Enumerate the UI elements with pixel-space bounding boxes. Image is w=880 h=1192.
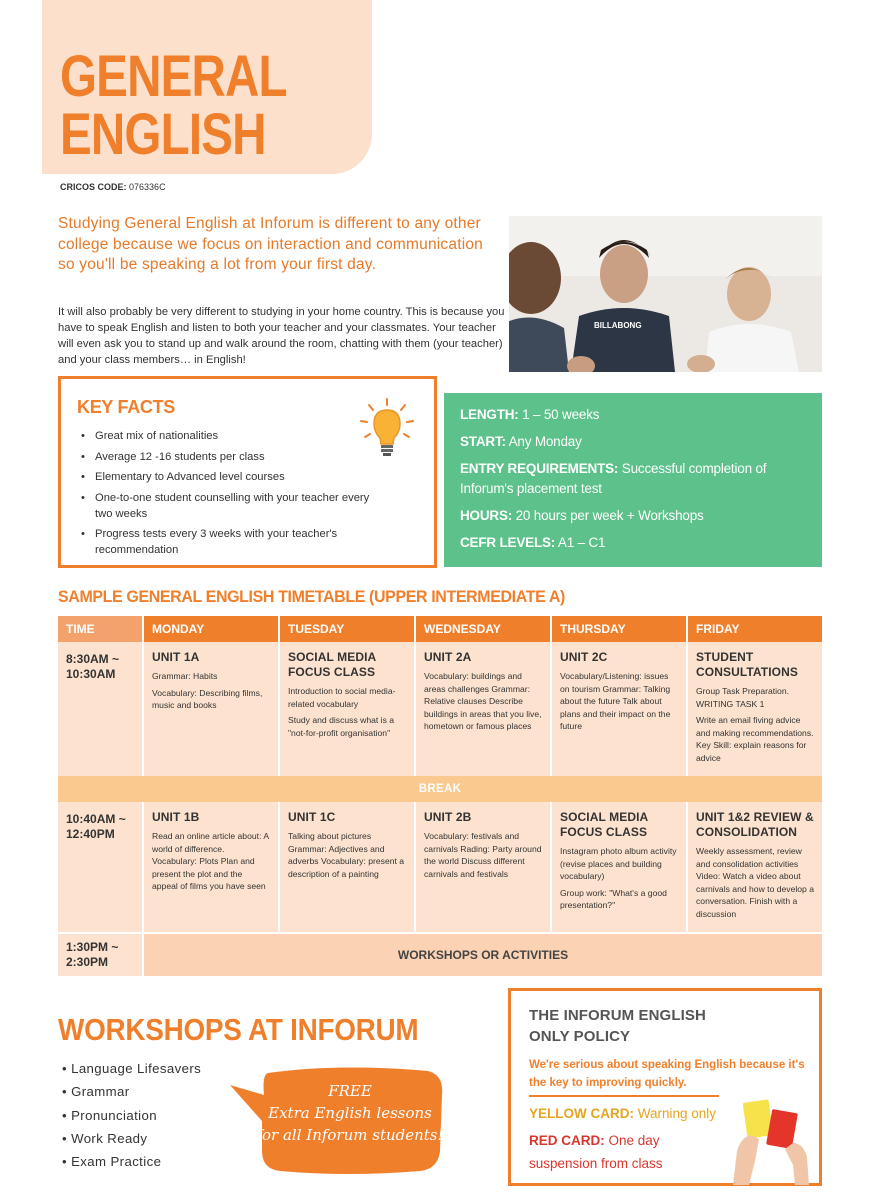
course-cefr-levels: CEFR LEVELS: A1 – C1 <box>460 535 606 550</box>
timetable-title: SAMPLE GENERAL ENGLISH TIMETABLE (UPPER INTERMEDIATE A) <box>58 587 565 606</box>
key-facts-title: KEY FACTS <box>77 397 175 417</box>
table-cell: UNIT 1B Read an online article about: A world of difference. Vocabulary: Plots Plan and present the plot and the appeal of films you have seen <box>142 802 278 932</box>
cricos-code: CRICOS CODE: 076336C <box>60 182 166 192</box>
break-row: BREAK <box>58 776 822 802</box>
list-item: • Work Ready <box>62 1127 201 1150</box>
course-entry-requirements: ENTRY REQUIREMENTS: Successful completion of Inforum's placement test <box>460 461 767 496</box>
course-length: LENGTH: 1 – 50 weeks <box>460 407 600 422</box>
table-cell: SOCIAL MEDIA FOCUS CLASS Instagram photo album activity (revise places and building vocabulary) Group work: "What's a good presentation?" <box>550 802 686 932</box>
policy-title: THE INFORUM ENGLISH ONLY POLICY <box>529 1007 706 1045</box>
course-start: START: Any Monday <box>460 434 582 449</box>
policy-subtitle: We're serious about speaking English because it's the key to improving quickly. <box>529 1059 805 1089</box>
table-row <box>58 932 822 976</box>
timetable-header-row <box>58 616 822 642</box>
list-item: • Pronunciation <box>62 1104 201 1127</box>
header-thursday: THURSDAY <box>550 616 686 642</box>
course-hours: HOURS: 20 hours per week + Workshops <box>460 508 704 523</box>
key-facts-list <box>81 428 381 563</box>
header-wednesday: WEDNESDAY <box>414 616 550 642</box>
list-item: • Grammar <box>62 1080 201 1103</box>
intro-lead: Studying General English at Inforum is different to any other college because we focus on interaction and communication so you'll be speaking a lot from your first day. <box>58 215 483 273</box>
table-cell: UNIT 1C Talking about pictures Grammar: Adjectives and adverbs Vocabulary: present a description of a painting <box>278 802 414 932</box>
list-item: • Exam Practice <box>62 1150 201 1173</box>
table-cell: UNIT 2B Vocabulary: festivals and carnivals Rading: Party around the world Discuss different carnivals and festivals <box>414 802 550 932</box>
workshops-activities-cell: WORKSHOPS OR ACTIVITIES <box>142 934 822 976</box>
penalty-cards-icon <box>723 1091 819 1185</box>
list-item: • Average 12 -16 students per class <box>81 449 381 465</box>
course-info-box <box>444 393 822 567</box>
time-cell: 1:30PM ~ 2:30PM <box>58 934 142 976</box>
table-cell: UNIT 2A Vocabulary: buildings and areas challenges Grammar: Relative clauses Describe buildings in areas that you live, hometown or famous places <box>414 642 550 776</box>
english-only-policy-box <box>508 988 822 1186</box>
list-item: • Great mix of nationalities <box>81 428 381 444</box>
header-monday: MONDAY <box>142 616 278 642</box>
students-photo-illustration <box>509 216 822 372</box>
divider <box>529 1095 719 1097</box>
time-cell: 10:40AM ~ 12:40PM <box>66 812 126 841</box>
red-card-rule: RED CARD: One day suspension from class <box>529 1133 663 1171</box>
header-time: TIME <box>58 616 142 642</box>
header-tuesday: TUESDAY <box>278 616 414 642</box>
table-cell: STUDENT CONSULTATIONS Group Task Preparation. WRITING TASK 1 Write an email fiving advice and making recommendations. Key Skill: explain reasons for advice <box>686 642 822 776</box>
workshops-title: WORKSHOPS AT INFORUM <box>58 1012 419 1047</box>
header-friday: FRIDAY <box>686 616 822 642</box>
list-item: • One-to-one student counselling with your teacher every two weeks <box>81 490 381 522</box>
students-photo <box>509 216 822 372</box>
shirt-text: BILLABONG <box>594 321 642 330</box>
list-item: • Language Lifesavers <box>62 1057 201 1080</box>
list-item: • Elementary to Advanced level courses <box>81 469 381 485</box>
key-facts-box <box>58 376 437 568</box>
page-title: GENERAL ENGLISH <box>60 44 287 167</box>
free-lessons-text: FREE Extra English lessons for all Inforum students! <box>256 1082 444 1144</box>
table-cell: UNIT 2C Vocabulary/Listening: issues on tourism Grammar: Talking about the future Talk about plans and their impact on the future <box>550 642 686 776</box>
yellow-card-rule: YELLOW CARD: Warning only <box>529 1106 717 1121</box>
lightbulb-icon <box>357 397 417 461</box>
workshops-list <box>62 1057 201 1173</box>
table-row <box>58 642 822 776</box>
time-cell: 8:30AM ~ 10:30AM <box>58 642 142 776</box>
list-item: • Progress tests every 3 weeks with your teacher's recommendation <box>81 526 381 558</box>
table-cell: UNIT 1&2 REVIEW & CONSOLIDATION Weekly assessment, review and consolidation activities Video: Watch a video about carnivals and how to develop a conversation. Finish with a discussion <box>686 802 822 932</box>
table-cell: UNIT 1A Grammar: Habits Vocabulary: Describing films, music and books <box>142 642 278 776</box>
table-row <box>58 802 822 932</box>
timetable <box>58 616 822 976</box>
intro-body: It will also probably be very different to studying in your home country. This is because you have to speak English and listen to both your teacher and your classmates. Your teacher will even ask you to stand up and walk around the room, chatting with them (your teacher) and your class members… in English! <box>58 306 505 366</box>
table-cell: SOCIAL MEDIA FOCUS CLASS Introduction to social media-related vocabulary Study and discuss what is a "not-for-profit organisation" <box>278 642 414 776</box>
